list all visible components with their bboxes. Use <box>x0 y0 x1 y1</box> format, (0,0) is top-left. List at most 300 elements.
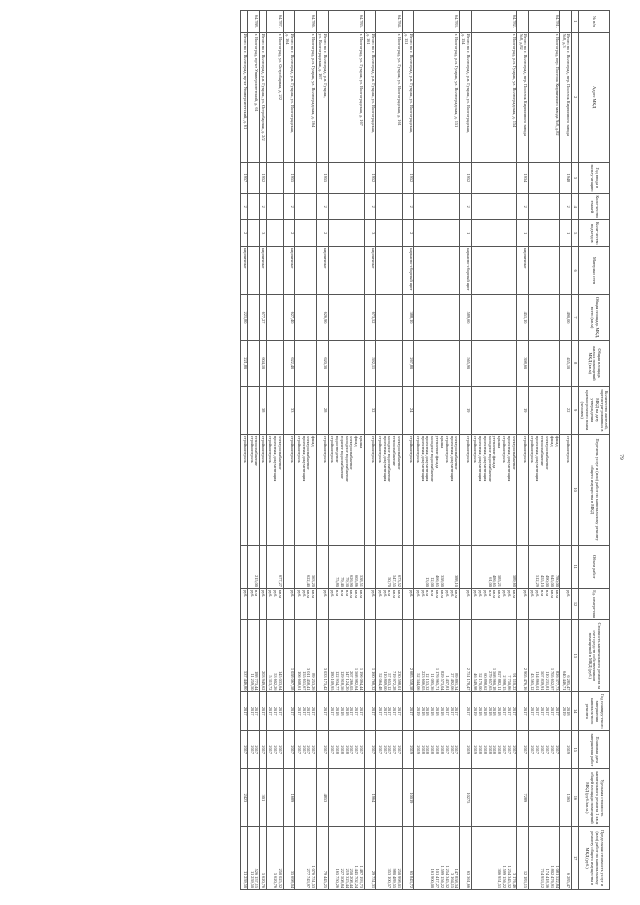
planned-date-cell <box>328 730 364 769</box>
limit-cost-cell: 79 445,25 <box>316 827 328 890</box>
entrances-cell: 1 <box>560 220 572 246</box>
cell-line: 2017 <box>254 706 260 716</box>
residents-cell <box>376 386 402 434</box>
cell-line: 2018 <box>420 706 426 716</box>
cell-line: электроснабжение <box>306 435 312 470</box>
cell-line: 5 620,76 <box>273 872 279 888</box>
cell-line: руб. <box>330 589 336 598</box>
cell-line: г. Волгоград, р.п. Гумрак, ул. Волгоградская, д. 154 <box>511 33 517 128</box>
cell-line: 2017 <box>530 706 536 716</box>
cell-line: 2017 <box>323 706 329 716</box>
cell-line: 455,10 <box>540 575 546 587</box>
unit-cell <box>241 588 248 619</box>
cell-line: 145 033,64 <box>278 671 284 691</box>
cell-line: 2018 <box>435 745 441 755</box>
cell-line: 180 109,95 <box>330 671 336 691</box>
planned-date-cell <box>267 730 284 769</box>
unit-cell <box>364 588 376 619</box>
volume-cell <box>517 545 529 588</box>
cell-line: 1 705 652,97 <box>549 667 555 691</box>
column-number: 11 <box>571 545 578 588</box>
specific-cost-cell <box>267 769 284 827</box>
cell-line: 215,00 <box>254 575 260 587</box>
cost-cell <box>529 620 560 692</box>
address-cell <box>402 32 414 162</box>
cell-line: руб. <box>296 589 302 598</box>
cell-line: 2017 <box>358 706 364 716</box>
unit-cell <box>316 588 328 619</box>
wall-material-cell <box>328 246 364 294</box>
cell-line: 110 809,00 <box>382 671 388 691</box>
planned-date-cell <box>560 730 572 769</box>
planned-date-cell <box>283 730 295 769</box>
cell-line: кв.м <box>278 589 284 598</box>
cell-line: руб. <box>261 589 267 598</box>
completion-year-cell <box>316 692 328 731</box>
cell-line: 645,00 <box>549 575 555 587</box>
limit-cost-cell: 35 698,04 <box>283 827 295 890</box>
cell-line: г. Волгоград, ул. Остробарная, д. 2/2 <box>278 33 284 101</box>
wall-material-cell: кирпичные <box>364 246 376 294</box>
volume-cell <box>328 545 364 588</box>
column-number: 1 <box>571 11 578 33</box>
cell-line: кв.м <box>435 589 441 598</box>
completion-year-cell <box>364 692 376 731</box>
specific-cost-cell <box>529 769 560 827</box>
column-number: 13 <box>571 620 578 692</box>
floors-cell <box>414 194 460 220</box>
cell-line: 2017 <box>273 706 279 716</box>
completion-year-cell <box>471 692 517 731</box>
cell-line: крыша <box>439 435 445 449</box>
planned-date-cell <box>364 730 376 769</box>
cell-line: 2017 <box>278 745 284 755</box>
entrances-cell: 3 <box>260 220 267 246</box>
total-area-cell <box>414 295 460 341</box>
row-number-cell <box>241 11 248 33</box>
cell-line: 2017 <box>382 745 388 755</box>
year-cell <box>414 162 460 193</box>
cell-line: 2019 <box>415 745 421 755</box>
entrances-cell <box>267 220 284 246</box>
planned-date-cell <box>459 730 471 769</box>
address-cell <box>364 32 376 162</box>
floors-cell <box>328 194 364 220</box>
cell-line: 2018 <box>492 745 498 755</box>
cell-line: руб. <box>249 589 255 598</box>
total-area-cell <box>529 295 560 341</box>
cell-line: 3 164,15 <box>449 872 455 888</box>
cost-cell <box>376 620 402 692</box>
specific-cost-cell <box>471 769 517 827</box>
column-header: Плановая дата завершения работ <box>578 730 609 769</box>
cell-line: кв.м <box>358 589 364 598</box>
total-area-cell: 677,27 <box>260 295 267 341</box>
cell-line: 306 951,51 <box>497 868 503 888</box>
floors-cell: 2 <box>241 194 248 220</box>
cell-line: 388,10 <box>454 575 460 587</box>
specific-cost-cell: 7289 <box>517 769 529 827</box>
cell-line: 780,00 <box>554 575 560 587</box>
residents-cell: 22 <box>560 386 572 434</box>
works-cell <box>414 434 460 545</box>
cell-line: 43 565,12 <box>530 673 536 691</box>
rotated-sheet <box>10 10 630 890</box>
cost-cell <box>248 620 260 692</box>
cell-line: 829 573,04 <box>439 671 445 691</box>
cell-line <box>415 547 420 587</box>
entrances-cell <box>529 220 560 246</box>
works-cell <box>517 434 529 545</box>
wall-material-cell <box>295 246 316 294</box>
cell-line: 250 025,32 <box>278 868 284 888</box>
cell-line: руб. <box>242 589 248 598</box>
cell-line: руб. <box>420 589 426 598</box>
living-area-cell: 455,10 <box>560 340 572 386</box>
planned-date-cell <box>376 730 402 769</box>
cell-line: стройконтроль <box>268 435 274 463</box>
column-header: Стоимость капитального ремонта за счет средств собственников помещений в МКД (руб.) <box>578 620 609 692</box>
column-number: 6 <box>571 246 578 294</box>
completion-year-cell <box>260 692 267 731</box>
cell-line: 230 598,01 <box>397 671 403 691</box>
cell-line: 219 325,44 <box>344 868 350 888</box>
cell-line: 486,65 <box>492 575 498 587</box>
column-number: 8 <box>571 340 578 386</box>
cell-line: 622,40 <box>306 575 312 587</box>
cell-line: 2019 <box>473 745 479 755</box>
cell-line: 2017 <box>296 706 302 716</box>
column-header: Количество жителей, зарегистри-рованных в МКД на дату утверждения краткосрочного плана (человек) <box>578 386 609 434</box>
cell-line: крыша <box>497 435 503 449</box>
cell-line: Итого по г. Волгоград, пер. Поселок Кирпичного завода <box>523 33 529 136</box>
wall-material-cell: кирпичные <box>283 246 295 294</box>
cell-line: 677,27 <box>278 575 284 587</box>
table-row <box>376 11 402 890</box>
column-number: 4 <box>571 194 578 220</box>
cell-line: 826 377,73 <box>554 671 560 691</box>
cell-line: 2018 <box>487 745 493 755</box>
specific-cost-cell <box>248 769 260 827</box>
floors-cell: 2 <box>560 194 572 220</box>
cell-line: проектная документация <box>425 435 431 482</box>
cell-line: 512,29 <box>535 575 541 587</box>
cell-line: г. Волгоград, р.п. Гумрак, ул. Волгоградская, д. 164 <box>311 33 317 128</box>
volume-cell <box>241 545 248 588</box>
living-area-cell: 620,30 <box>316 340 328 386</box>
cell-line: Итого по г. Волгоград, р.п. Гумрак, ул. Остробарная, д. 2/2 <box>261 33 267 141</box>
wall-material-cell <box>267 246 284 294</box>
cell-line: 57 653,12 <box>387 673 393 691</box>
completion-year-cell <box>241 692 248 731</box>
completion-year-cell <box>283 692 295 731</box>
row-number-cell <box>459 11 471 33</box>
address-cell <box>241 32 248 162</box>
cell-line: 2017 <box>392 706 398 716</box>
cell-line: 2017 <box>387 706 393 716</box>
specific-cost-cell: 2423 <box>241 769 248 827</box>
specific-cost-cell: 10275 <box>459 769 471 827</box>
cost-cell <box>364 620 376 692</box>
cell-line: руб. <box>301 589 307 598</box>
cell-line: г. Волгоград, р.п. Гумрак, ул. Волгоградская, д. 151 <box>454 33 460 128</box>
table-row <box>414 11 460 890</box>
unit-cell <box>529 588 560 619</box>
cell-line: 563,20 <box>311 575 317 587</box>
cell-line: 155 651,67 <box>301 671 307 691</box>
cell-line: 11 259,50 <box>249 673 255 691</box>
works-cell <box>295 434 316 545</box>
limit-cost-cell <box>376 827 402 890</box>
address-cell <box>376 32 402 162</box>
cell-line: Итого по г. Волгоград, р.п. Гумрак, ул. Волгоградская, <box>289 33 295 133</box>
total-row <box>560 11 572 890</box>
residents-cell: 28 <box>316 386 328 434</box>
row-number-cell <box>517 11 529 33</box>
cell-line <box>449 547 454 587</box>
cell-line <box>370 547 375 587</box>
column-header: Перечень услуг и (или) работ по капитальному ремонту общего имущества в МКД <box>578 434 609 545</box>
residents-cell: 33 <box>283 386 295 434</box>
cell-line: фасад <box>311 435 317 447</box>
living-area-cell: 565,90 <box>459 340 471 386</box>
column-number: 17 <box>571 827 578 890</box>
total-row <box>316 11 328 890</box>
cell-line: 1 081 522,84 <box>554 865 560 888</box>
cell-line: руб. <box>523 589 529 598</box>
table-row <box>248 11 260 890</box>
cell-line: 147 124,20 <box>344 671 350 691</box>
cell-line <box>289 547 294 587</box>
cell-line: 2019 <box>473 706 479 716</box>
specific-cost-cell <box>414 769 460 827</box>
floors-cell <box>529 194 560 220</box>
cell-line: 161 900,00 <box>430 868 436 888</box>
living-area-cell <box>267 340 284 386</box>
cell-line <box>477 547 482 587</box>
limit-cost-cell: 12 183,15 <box>517 827 529 890</box>
cell-line: 2017 <box>397 706 403 716</box>
cell-line: 2017 <box>549 706 555 716</box>
cell-line: 605,86 <box>354 575 360 587</box>
cell-line: 2017 <box>554 706 560 716</box>
cell-line: 101 417,27 <box>435 868 441 888</box>
cell-line: 1 599 156,22 <box>502 865 508 888</box>
total-area-cell: 627,40 <box>283 295 295 341</box>
cell-line: 719 972,28 <box>392 671 398 691</box>
cell-line: утепление фасада <box>435 435 441 469</box>
specific-cost-cell <box>295 769 316 827</box>
cell-line: 3 011 458,41 <box>306 668 312 691</box>
cell-line: 60 898,62 <box>482 673 488 691</box>
row-number-cell <box>402 11 414 33</box>
column-header: Общая площадь жилых помещений МКД (кв.м) <box>578 340 609 386</box>
limit-cost-cell <box>414 827 460 890</box>
row-number-cell: 64.787. <box>267 11 284 33</box>
cell-line: 2017 <box>323 745 329 755</box>
residents-cell: 19 <box>517 386 529 434</box>
cell-line: руб. <box>444 589 450 598</box>
cell-line: 1 599 156,22 <box>439 865 445 888</box>
cell-line: 50,70 <box>387 577 393 587</box>
column-number: 14 <box>571 692 578 731</box>
wall-material-cell: кирпичные <box>241 246 248 294</box>
specific-cost-cell: 301 <box>260 769 267 827</box>
cell-line: 46 549,98 <box>473 673 479 691</box>
cell-line: 2017 <box>242 706 248 716</box>
cell-line: 1 160 768,32 <box>370 667 376 691</box>
cell-line: 714 953,12 <box>540 868 546 888</box>
residents-cell <box>241 386 248 434</box>
cell-line: кв.м <box>392 589 398 598</box>
cell-line: 466,65 <box>435 575 441 587</box>
cell-line <box>322 547 327 587</box>
cell-line: 2017 <box>311 745 317 755</box>
cell-line: 2017 <box>349 706 355 716</box>
cell-line: 250 998,01 <box>397 868 403 888</box>
cell-line: 2017 <box>349 745 355 755</box>
cell-line: водоотведение <box>334 435 340 463</box>
volume-cell <box>248 545 260 588</box>
cell-line: 2017 <box>268 706 274 716</box>
total-row <box>517 11 529 890</box>
completion-year-cell <box>267 692 284 731</box>
cell-line: руб. <box>268 589 274 598</box>
cell-line: 2017 <box>554 745 560 755</box>
cell-line: стройконтроль <box>330 435 336 463</box>
cell-line: 2017 <box>370 706 376 716</box>
limit-cost-cell <box>295 827 316 890</box>
works-cell <box>328 434 364 545</box>
cell-line: 2017 <box>544 745 550 755</box>
cell-line: холодное водоснабжение <box>430 435 436 482</box>
cell-line: 2017 <box>523 745 529 755</box>
living-area-cell <box>529 340 560 386</box>
unit-cell <box>295 588 316 619</box>
cell-line: ул. Волгоградская, д. 167 <box>318 33 324 80</box>
cell-line: стройконтроль <box>370 435 376 463</box>
floors-cell: 2 <box>402 194 414 220</box>
unit-cell <box>402 588 414 619</box>
cell-line: 490,00 <box>544 575 550 587</box>
limit-cost-cell: 5 620,76 <box>260 827 267 890</box>
cell-line: электроснабжение <box>349 435 355 470</box>
floors-cell <box>295 194 316 220</box>
cell-line: 2017 <box>506 706 512 716</box>
cell-line: электроснабжение <box>544 435 550 470</box>
specific-cost-cell: 1964 <box>364 769 376 827</box>
cell-line: 2017 <box>358 745 364 755</box>
cell-line: 2017 <box>261 706 267 716</box>
total-row <box>402 11 414 890</box>
unit-cell <box>459 588 471 619</box>
cell-line: 2017 <box>311 706 317 716</box>
floors-cell <box>267 194 284 220</box>
works-cell <box>529 434 560 545</box>
cell-line: стройконтроль <box>523 435 529 463</box>
address-cell <box>471 32 517 162</box>
cell-line: 1 176 965,71 <box>435 667 441 691</box>
cell-line: руб. <box>273 589 279 598</box>
column-header: Адрес МКД <box>578 32 609 162</box>
cell-line: 2017 <box>530 745 536 755</box>
living-area-cell <box>376 340 402 386</box>
cell-line: 507 839,91 <box>540 671 546 691</box>
column-number: 3 <box>571 162 578 193</box>
works-cell <box>471 434 517 545</box>
total-area-cell <box>248 295 260 341</box>
planned-date-cell <box>260 730 267 769</box>
row-number-cell: 64.788. <box>248 11 260 33</box>
works-cell <box>560 434 572 545</box>
cell-line: кв.м <box>492 589 498 598</box>
cell-line: п.м <box>334 589 340 596</box>
table-row <box>529 11 560 890</box>
cell-line: стройконтроль <box>242 435 248 463</box>
column-number: 16 <box>571 769 578 827</box>
cell-line: 110 231,81 <box>544 671 550 691</box>
cell-line: теплоснабжение <box>254 435 260 466</box>
cell-line: п.м <box>425 589 431 596</box>
cell-line: 2017 <box>242 745 248 755</box>
cell-line: 2017 <box>261 745 267 755</box>
cell-line: 2017 <box>306 745 312 755</box>
row-number-cell: 64.781. <box>529 11 560 33</box>
row-number-cell <box>283 11 295 33</box>
cell-line: 7 750,86 <box>506 675 512 691</box>
row-number-cell <box>560 11 572 33</box>
cell-line: 122 934,77 <box>334 671 340 691</box>
wall-material-cell <box>529 246 560 294</box>
row-number-cell: 64.784. <box>376 11 402 33</box>
cell-line: 147 858,34 <box>454 868 460 888</box>
cell-line: стройконтроль <box>415 435 421 463</box>
column-header: Предельная стоимость услуг и (или) работ по капитальному ремонту общего имущества в МКД (руб.) <box>578 827 609 890</box>
cell-line <box>408 547 413 587</box>
cell-line: 12 153,32 <box>425 673 431 691</box>
cell-line: г. Волгоград, пр-кт Университетский, д. 61 <box>254 33 260 112</box>
cell-line: 165 750,26 <box>334 868 340 888</box>
total-row <box>459 11 471 890</box>
year-cell: 1948 <box>560 162 572 193</box>
works-cell <box>260 434 267 545</box>
cell-line: утепление фасада <box>492 435 498 469</box>
unit-cell <box>267 588 284 619</box>
volume-cell <box>402 545 414 588</box>
limit-cost-cell <box>267 827 284 890</box>
cell-line: 2018 <box>344 706 350 716</box>
cell-line: стройконтроль <box>473 435 479 463</box>
year-cell: 1955 <box>316 162 328 193</box>
cell-line: 1 058 067,58 <box>289 667 295 691</box>
wall-material-cell <box>560 246 572 294</box>
cell-line: 2019 <box>466 745 472 755</box>
volume-cell <box>295 545 316 588</box>
cell-line: кв.м <box>454 589 460 598</box>
cell-line: 2019 <box>561 706 567 716</box>
cell-line: 2017 <box>544 706 550 716</box>
cell-line <box>566 547 571 587</box>
planned-date-cell <box>529 730 560 769</box>
column-header: Общая площадь МКД, всего (кв.м) <box>578 295 609 341</box>
cell-line: 2018 <box>487 706 493 716</box>
total-row <box>283 11 295 890</box>
cell-line: руб. <box>506 589 512 598</box>
cell-line: 2017 <box>301 745 307 755</box>
cell-line: проектная документация <box>382 435 388 482</box>
column-header: Удельная стоимость капитального ремонта 1 кв.м общей площади помещений МКД (руб./кв.м.) <box>578 769 609 827</box>
cell-line: теплоснабжение <box>540 435 546 466</box>
